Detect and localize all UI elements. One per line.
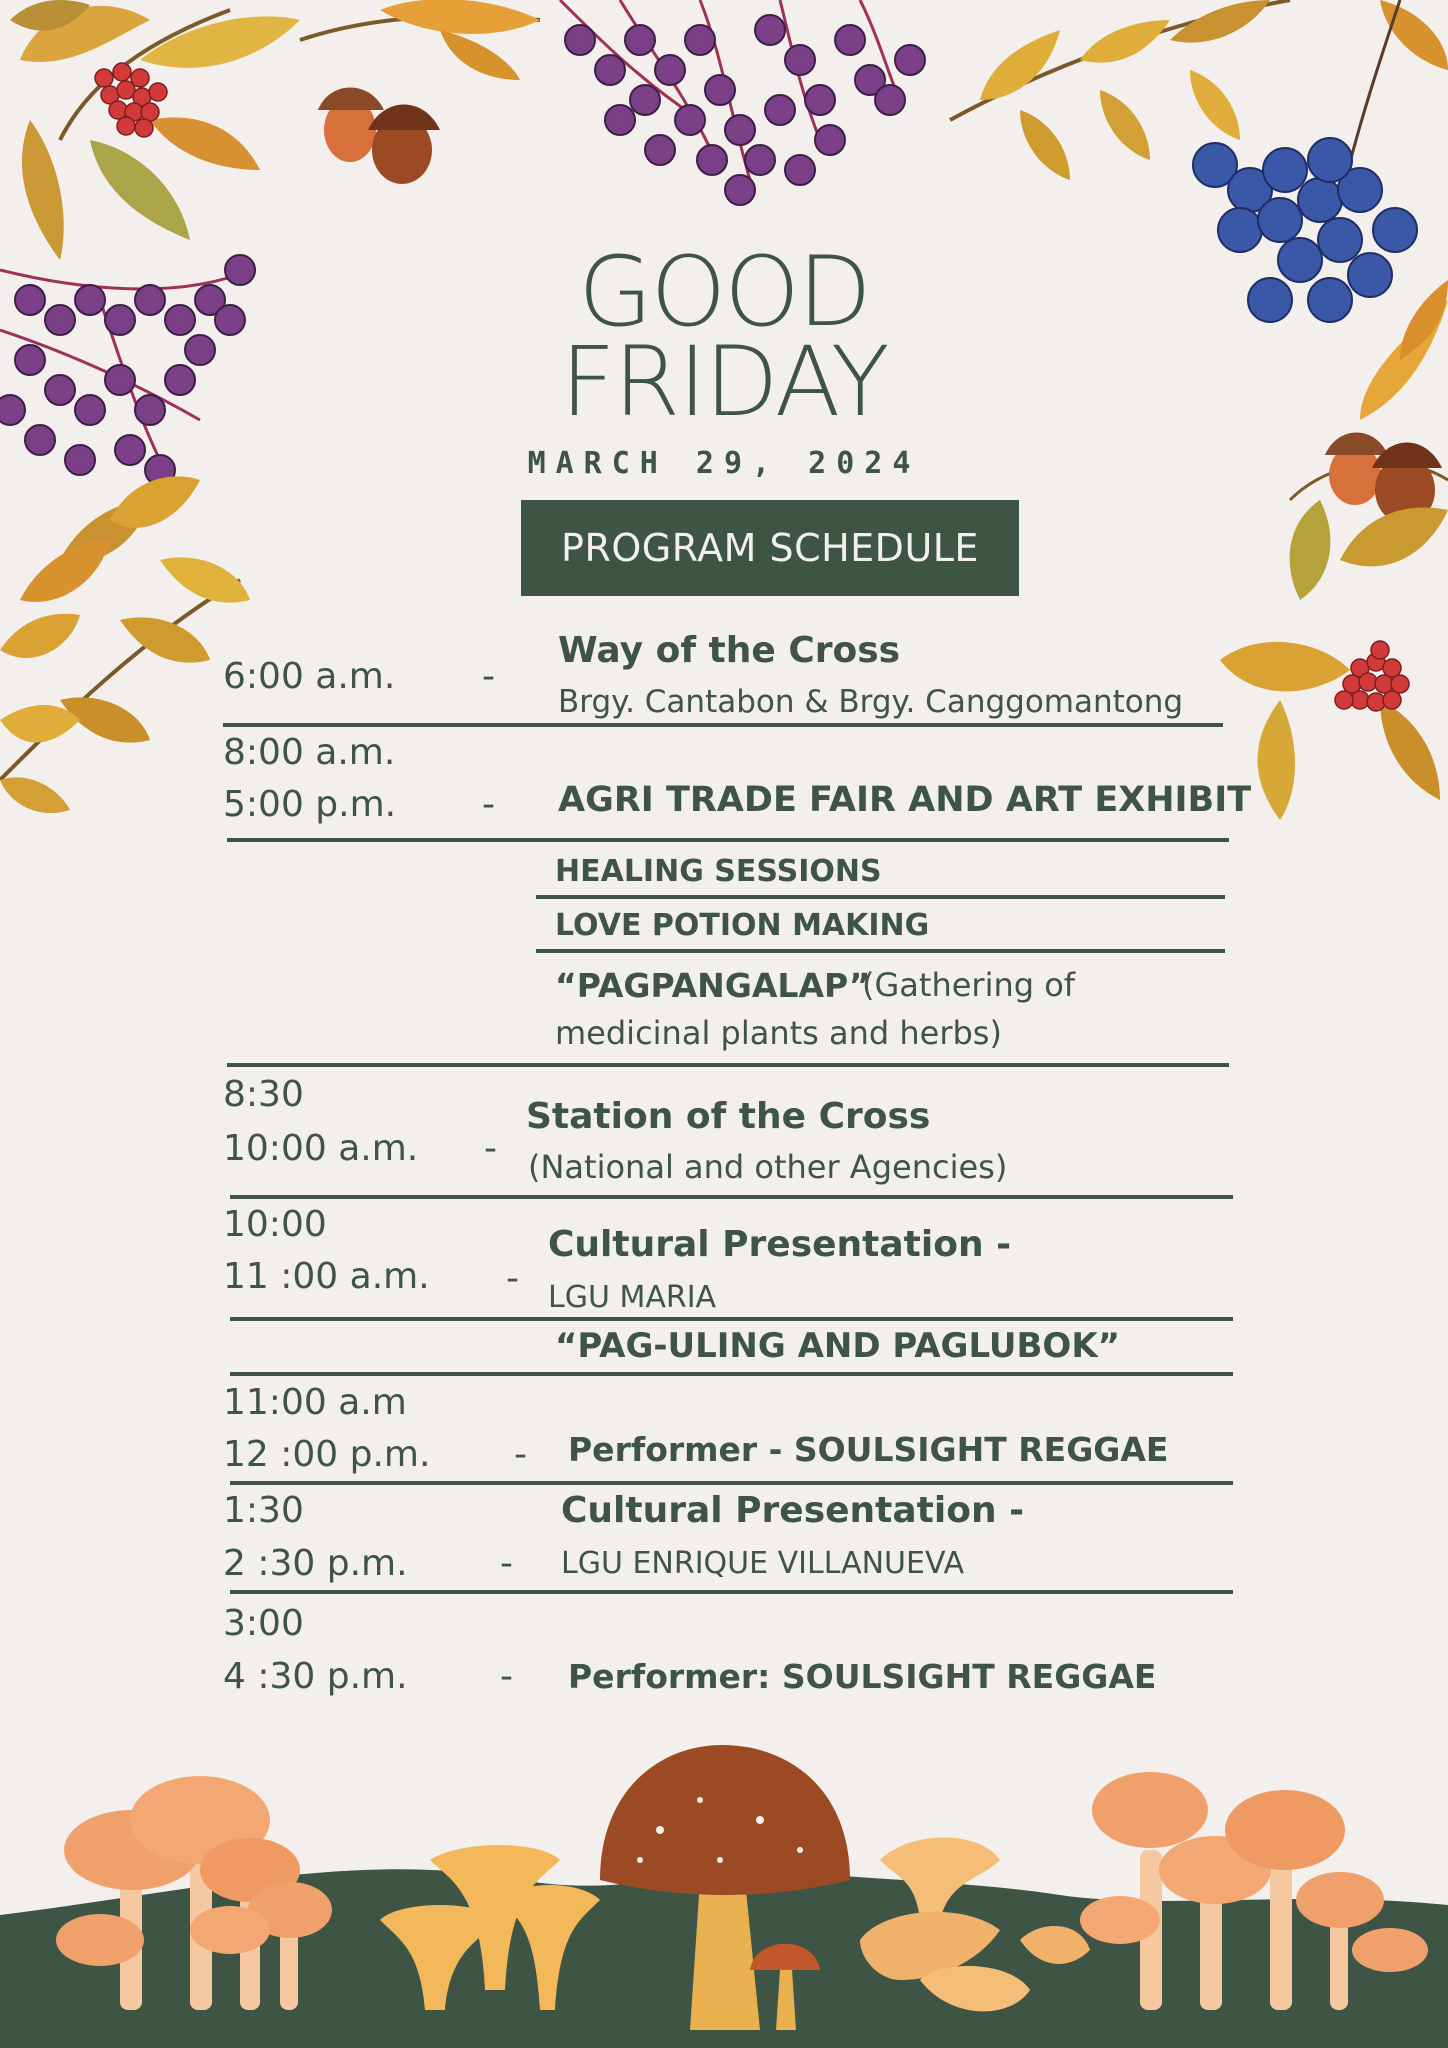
event-title: Way of the Cross [558, 630, 901, 671]
row-divider [536, 895, 1225, 899]
event-title: Station of the Cross [526, 1096, 931, 1137]
time-start: 8:30 [223, 1074, 304, 1115]
row-divider [230, 1481, 1233, 1485]
row-divider [223, 723, 1223, 727]
event-detail: (National and other Agencies) [528, 1148, 1008, 1186]
time-end: 4 :30 p.m. [223, 1656, 408, 1697]
left-leaves [0, 476, 250, 813]
time-start: 10:00 [223, 1204, 327, 1245]
time-start: 1:30 [223, 1490, 304, 1531]
event-detail: LGU ENRIQUE VILLANUEVA [561, 1546, 965, 1581]
time-start: 8:00 a.m. [223, 732, 396, 773]
mushroom-hills-artwork [0, 1745, 1448, 2048]
dash: - [484, 1128, 497, 1169]
title-friday: FRIDAY [560, 326, 888, 438]
time-end: 5:00 p.m. [223, 784, 397, 825]
purple-berries-top [560, 0, 925, 205]
top-left-leaves [10, 0, 300, 260]
time-end: 11 :00 a.m. [223, 1256, 430, 1297]
row-divider [227, 838, 1229, 842]
dash: - [482, 784, 495, 825]
dash: - [514, 1434, 527, 1475]
row-divider [230, 1195, 1233, 1199]
time-start: 11:00 a.m [223, 1382, 407, 1423]
time-end: 12 :00 p.m. [223, 1434, 431, 1475]
time-end: 10:00 a.m. [223, 1128, 419, 1169]
dash: - [500, 1543, 513, 1584]
program-schedule-badge: PROGRAM SCHEDULE [521, 500, 1019, 596]
event-detail: LGU MARIA [548, 1280, 717, 1315]
event-title: LOVE POTION MAKING [555, 908, 930, 943]
time-start: 6:00 a.m. [223, 656, 396, 697]
event-title: Cultural Presentation - [561, 1490, 1025, 1531]
right-leaves-red-berries [1220, 500, 1448, 820]
row-divider [230, 1590, 1233, 1594]
dash: - [500, 1656, 513, 1697]
event-detail: medicinal plants and herbs) [555, 1014, 1002, 1052]
event-title: Cultural Presentation - [548, 1224, 1012, 1265]
event-date: MARCH 29, 2024 [527, 446, 921, 481]
row-divider [230, 1317, 1233, 1321]
row-divider [227, 1063, 1229, 1067]
event-title: “PAG-ULING AND PAGLUBOK” [555, 1326, 1121, 1366]
event-title: Performer - SOULSIGHT REGGAE [568, 1430, 1169, 1469]
title-good: GOOD [578, 236, 870, 348]
dash: - [482, 656, 495, 697]
event-title: “PAGPANGALAP” [555, 966, 871, 1005]
time-end: 2 :30 p.m. [223, 1543, 408, 1584]
event-title: Performer: SOULSIGHT REGGAE [568, 1657, 1157, 1696]
time-start: 3:00 [223, 1603, 304, 1644]
row-divider [536, 949, 1225, 953]
event-detail: (Gathering of [862, 966, 1076, 1004]
event-detail: Brgy. Cantabon & Brgy. Canggomantong [558, 684, 1184, 720]
row-divider [230, 1372, 1233, 1376]
dash: - [506, 1258, 519, 1299]
event-title: HEALING SESSIONS [555, 854, 882, 889]
acorns-top [300, 0, 540, 184]
event-title: AGRI TRADE FAIR AND ART EXHIBIT [558, 780, 1252, 820]
